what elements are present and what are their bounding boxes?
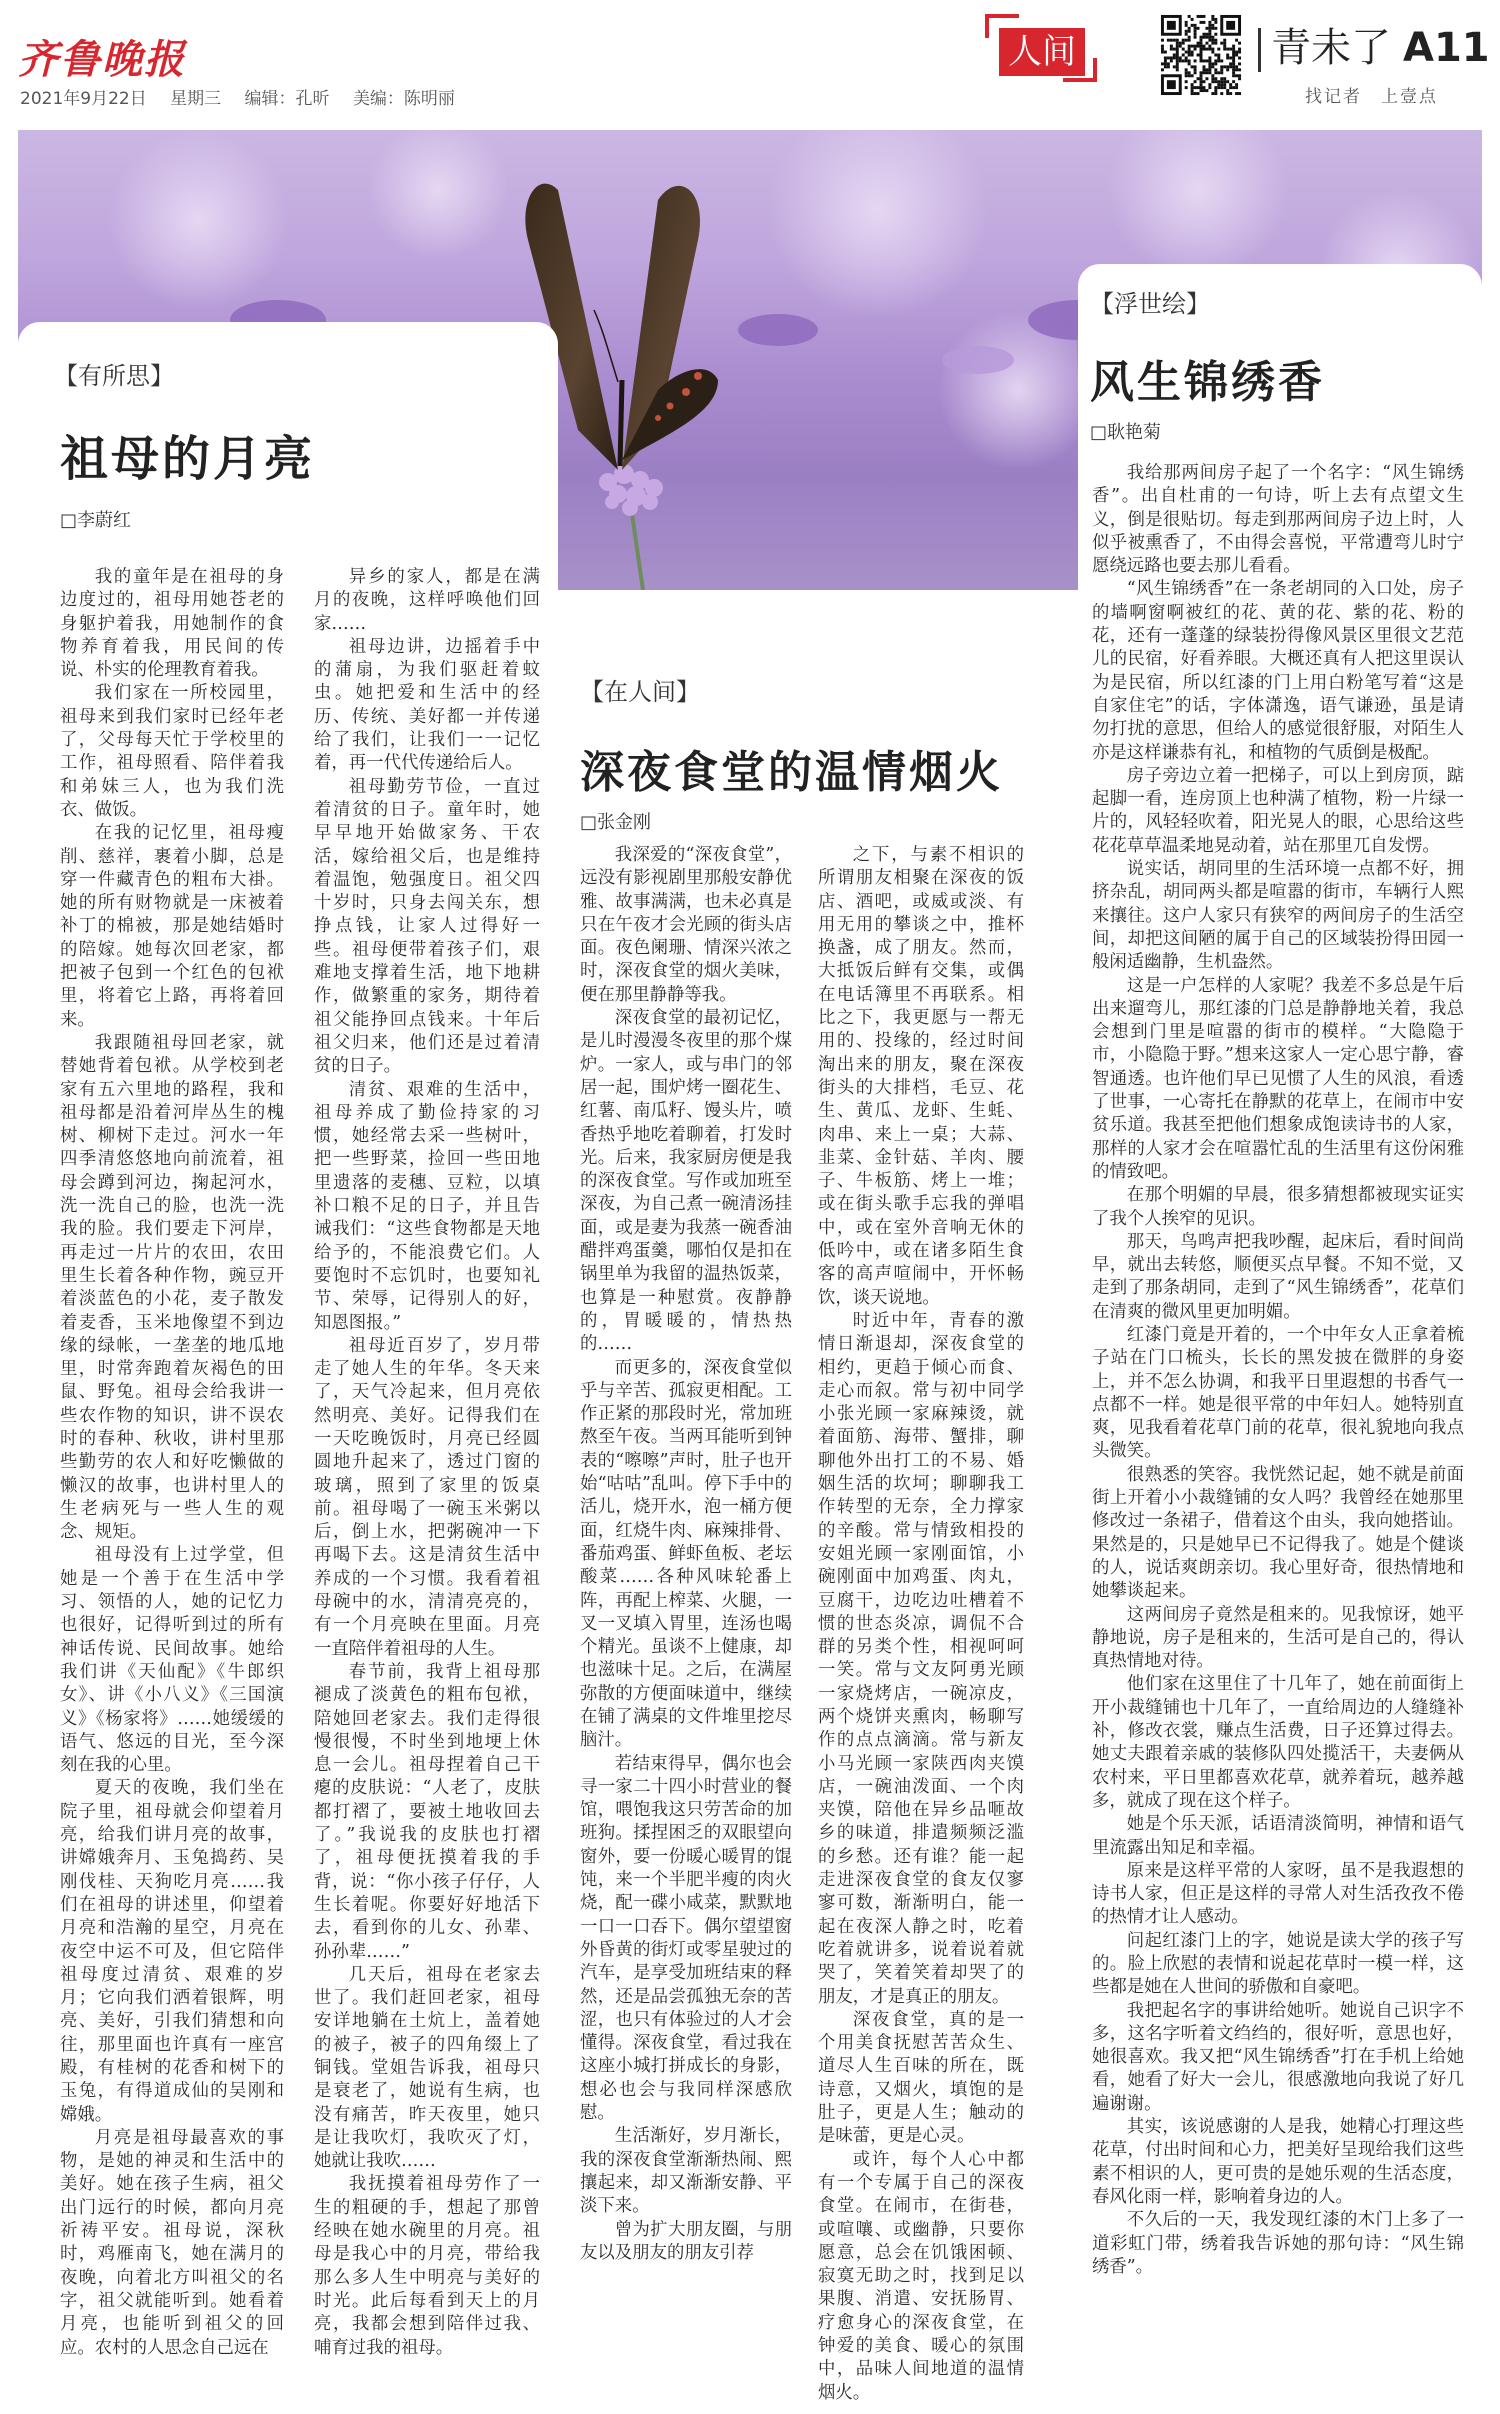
article-column	[818, 844, 1024, 2404]
article-paragraph: 几天后，祖母在老家去世了。我们赶回老家，祖母安详地躺在土炕上，盖着她的被子，被子的四角缀上了铜钱。堂姐告诉我，祖母只是衰老了，她说有生病，也没有痛苦，昨天夜里，她只是让我吹灯，我吹灭了灯，她就让我吹……	[314, 1964, 540, 2172]
article-paragraph: 祖母没有上过学堂，但她是一个善于在生活中学习、领悟的人，她的记忆力也很好，记得听到过的所有神话传说、民间故事。她给我们讲《天仙配》《牛郎织女》、讲《小八义》《三国演义》《杨家将》……她缓缓的语气、悠远的目光，至今深刻在我的心里。	[60, 1545, 284, 1776]
article-column	[60, 566, 284, 2406]
article-paragraph: 问起红漆门上的字，她说是读大学的孩子写的。脸上欣慰的表情和说起花草时一模一样，这些都是她在人世间的骄傲和自豪吧。	[1092, 1930, 1464, 1998]
section-name: 青未了	[1271, 25, 1391, 71]
section-tag: 人间	[999, 28, 1085, 76]
issue-date: 2021年9月22日	[20, 89, 147, 109]
article-paragraph: 红漆门竟是开着的，一个中年女人正拿着梳子站在门口梳头，长长的黑发披在微胖的身姿上，并不怎么协调，和我平日里遐想的书香气一点都不一样。她是很平常的中年妇人。她特别直爽，见我看着花草门前的花草，很礼貌地向我点头微笑。	[1092, 1324, 1464, 1462]
section-tag-box	[985, 14, 1097, 82]
article-paragraph: 深夜食堂的最初记忆，是儿时漫漫冬夜里的那个煤炉。一家人，或与串门的邻居一起，围炉烤一圈花生、红薯、南瓜籽、馒头片，喷香热乎地吃着聊着，打发时光。后来，我家厨房便是我的深夜食堂。写作或加班至深夜，为自己煮一碗清汤挂面，或是妻为我蒸一碗香油醋拌鸡蛋羹，哪怕仅是扣在锅里单为我留的温热饭菜，也算是一种慰赏。夜静静的，胃暖暖的，情热热的……	[580, 1008, 792, 1355]
article-paragraph: 深夜食堂，真的是一个用美食抚慰苦苦众生、道尽人生百味的所在，既诗意，又烟火，填饱的是肚子，更是人生；触动的是味蕾，更是心灵。	[818, 2009, 1024, 2147]
article-paragraph: 我的童年是在祖母的身边度过的，祖母用她苍老的身躯护着我，用她制作的食物养育着我，用民间的传说、朴实的伦理教育着我。	[60, 567, 284, 681]
article-column	[314, 566, 540, 2406]
article-paragraph: 原来是这样平常的人家呀，虽不是我遐想的诗书人家，但正是这样的寻常人对生活孜孜不倦的热情才让人感动。	[1092, 1860, 1464, 1928]
masthead	[0, 0, 1500, 120]
paper-name: 齐鲁晚报	[18, 36, 186, 83]
article-paragraph: 祖母勤劳节俭，一直过着清贫的日子。童年时，她早早地开始做家务、干农活，嫁给祖父后，也是维持着温饱，勉强度日。祖父四十岁时，只身去闯关东，想挣点钱，让家人过得好一些。祖母便带着孩子们，艰难地支撑着生活，地下地耕作，做繁重的家务，期待着祖父能挣回点钱来。十年后祖父归来，他们还是过着清贫的日子。	[314, 776, 540, 1077]
section-title	[1258, 16, 1490, 73]
article-byline: □耿艳菊	[1090, 422, 1162, 443]
article-column	[1092, 462, 1464, 2404]
date-line	[20, 84, 473, 109]
article-title: 深夜食堂的温情烟火	[580, 747, 1003, 798]
article-paragraph: 若结束得早，偶尔也会寻一家二十四小时营业的餐馆，喂饱我这只劳苦命的加班狗。揉捏困乏的双眼望向窗外，要一份暖心暖胃的馄饨，来一个半肥半瘦的肉火烧，配一碟小咸菜，默默地一口一口吞下。偶尔望望窗外昏黄的街灯或零星驶过的汽车，是享受加班结束的释然，还是品尝孤独无奈的苦涩，也只有体验过的人才会懂得。深夜食堂，看过我在这座小城打拼成长的身影，想必也会与我同样深感欣慰。	[580, 1753, 792, 2124]
article-title: 祖母的月亮	[60, 431, 316, 487]
article-paragraph: 之下，与素不相识的所谓朋友相聚在深夜的饭店、酒吧，或威或淡、有用无用的攀谈之中，推杯换盏，成了朋友。然而，大抵饭后鲜有交集，或偶在电话簿里不再联系。相比之下，我更愿与一帮无用的、投缘的，经过时间淘出来的朋友，聚在深夜街头的大排档，毛豆、花生、黄瓜、龙虾、生蚝、肉串、来上一桌；大蒜、韭菜、金针菇、羊肉、腰子、牛板筋、烤上一堆；或在街头歌手忘我的弹唱中，或在室外音响无休的低吟中，或在诸多陌生食客的高声喧闹中，开怀畅饮，谈天说地。	[818, 845, 1024, 1308]
article-byline: □张金刚	[580, 812, 652, 833]
article-kicker: 【有所思】	[54, 362, 174, 390]
article-paragraph: 祖母近百岁了，岁月带走了她人生的年华。冬天来了，天气冷起来，但月亮依然明亮、美好。记得我们在一天吃晚饭时，月亮已经圆圆地升起来了，透过门窗的玻璃，照到了家里的饭桌前。祖母喝了一碗玉米粥以后，倒上水，把粥碗冲一下再喝下去。这是清贫生活中养成的一个习惯。我看着祖母碗中的水，清清亮亮的，有一个月亮映在里面。月亮一直陪伴着祖母的人生。	[314, 1335, 540, 1659]
article-paragraph: 祖母边讲，边摇着手中的蒲扇，为我们驱赶着蚊虫。她把爱和生活中的经历、传统、美好都一并传递给了我们，让我们一一记忆着，再一代代传递给后人。	[314, 636, 540, 774]
title-divider	[1258, 28, 1261, 72]
article-paragraph: 在那个明媚的早晨，很多猜想都被现实证实了我个人挨窄的见识。	[1092, 1185, 1464, 1229]
article-paragraph: 生活渐好，岁月渐长，我的深夜食堂渐渐热闹、熙攘起来，却又渐渐安静、平淡下来。	[580, 2126, 792, 2217]
article-paragraph: 清贫、艰难的生活中，祖母养成了勤俭持家的习惯，她经常去采一些树叶，把一些野菜，捡回一些田地里遗落的麦穗、豆粒，以填补口粮不足的日子，并且告诫我们：“这些食物都是天地给予的，不能浪费它们。人要饱时不忘饥时，也要知礼节、荣辱，记得别人的好，知恩图报。”	[314, 1079, 540, 1333]
issue-weekday: 星期三	[170, 89, 222, 109]
article-column	[580, 844, 792, 2404]
page-number: A11	[1403, 25, 1490, 71]
article-paragraph: 春节前，我背上祖母那褪成了淡黄色的粗布包袱，陪她回老家去。我们走得很慢很慢，不时坐到地埂上休息一会儿。祖母捏着自己干瘪的皮肤说：“人老了，皮肤都打褶了，要被土地收回去了。”我说我的皮肤也打褶了，祖母便抚摸着我的手背，说：“你小孩子仔仔，人生长着呢。你要好好地活下去，看到你的儿女、孙辈、孙孙辈……”	[314, 1661, 540, 1962]
article-paragraph: 我们家在一所校园里，祖母来到我们家时已经年老了，父母每天忙于学校里的工作，祖母照看、陪伴着我和弟妹三人，也为我们洗衣、做饭。	[60, 683, 284, 820]
article-paragraph: 曾为扩大朋友圈，与朋友以及朋友的朋友引荐	[580, 2219, 792, 2263]
article-paragraph: 我深爱的“深夜食堂”，远没有影视剧里那般安静优雅、故事满满，也未必真是只在午夜才会光顾的街头店面。夜色阑珊、情深兴浓之时，深夜食堂的烟火美味，便在那里静静等我。	[580, 845, 792, 1005]
article-paragraph: 其实，该说感谢的人是我，她精心打理这些花草，付出时间和心力，把美好呈现给我们这些素不相识的人，更可贵的是她乐观的生活态度，春风化雨一样，影响着身边的人。	[1092, 2117, 1464, 2207]
article-paragraph: 这两间房子竟然是租来的。见我惊讶，她平静地说，房子是租来的，生活可是自己的，得认真热情地对待。	[1092, 1604, 1464, 1672]
article-kicker: 【浮世绘】	[1090, 290, 1210, 318]
article-paragraph: 我把起名字的事讲给她听。她说自己识字不多，这名字听着文绉绉的，很好听，意思也好，她很喜欢。我又把“风生锦绣香”打在手机上给她看，她看了好大一会儿，很感激地向我说了好几遍谢谢。	[1092, 2000, 1464, 2114]
art-editor-credit: 美编：陈明丽	[352, 89, 455, 109]
article-byline: □李蔚红	[60, 510, 132, 531]
article-paragraph: 她是个乐天派，话语清淡简明，神情和语气里流露出知足和幸福。	[1092, 1814, 1464, 1858]
article-paragraph: 这是一户怎样的人家呢？我差不多总是午后出来遛弯儿，那红漆的门总是静静地关着，我总会想到门里是喧嚣的街市的模样。“大隐隐于市，小隐隐于野。”想来这家人一定心思宁静，睿智通透。也许他们早已见惯了人生的风浪，看透了世事，一心寄托在静默的花草上，在闹市中安贫乐道。我甚至把他们想象成饱读诗书的人家，那样的人家才会在喧嚣忙乱的生活里有这份闲雅的情致吧。	[1092, 975, 1464, 1182]
article-paragraph: 很熟悉的笑容。我恍然记起，她不就是前面街上开着小小裁缝铺的女人吗？我曾经在她那里修改过一条裙子，借着这个由头，我向她搭讪。果然是的，只是她早已不记得我了。她是个健谈的人，说话爽朗亲切。我心里好奇，很热情地和她攀谈起来。	[1092, 1464, 1464, 1602]
article-kicker: 【在人间】	[580, 678, 700, 706]
article-paragraph: 异乡的家人，都是在满月的夜晚，这样呼唤他们回家……	[314, 567, 540, 634]
qr-code-icon[interactable]	[1158, 12, 1244, 98]
article-paragraph: 月亮是祖母最喜欢的事物，是她的神灵和生活中的美好。她在孩子生病，祖父出门远行的时候，都向月亮祈祷平安。祖母说，深秋时，鸡雁南飞，她在满月的夜晚，向着北方叫祖父的名字，祖父就能听到。她看着月亮，也能听到祖父的回应。农村的人思念自己远在	[60, 2127, 284, 2358]
article-paragraph: 我给那两间房子起了一个名字：“风生锦绣香”。出自杜甫的一句诗，听上去有点望文生义，倒是很贴切。每走到那两间房子边上时，人似乎被熏香了，不由得会喜悦，平常遭弯儿时宁愿绕远路也要去那儿看看。	[1092, 463, 1464, 577]
article-paragraph: 夏天的夜晚，我们坐在院子里，祖母就会仰望着月亮，给我们讲月亮的故事，讲嫦娥奔月、玉兔捣药、吴刚伐桂、天狗吃月亮……我们在祖母的讲述里，仰望着月亮和浩瀚的星空，月亮在夜空中运不可及，但它陪伴祖母度过清贫、艰难的岁月；它向我们洒着银辉，明亮、美好，引我们猜想和向往，那里面也许真有一座宫殿，有桂树的花香和树下的玉兔，有得道成仙的吴刚和嫦娥。	[60, 1778, 284, 2125]
article-paragraph: 不久后的一天，我发现红漆的木门上多了一道彩虹门带，绣着我告诉她的那句诗：“风生锦绣香”。	[1092, 2210, 1464, 2277]
article-title: 风生锦绣香	[1090, 357, 1325, 408]
article-paragraph: 那天，鸟鸣声把我吵醒，起床后，看时间尚早，就出去转悠，顺便买点早餐。不知不觉，又走到了那条胡同，走到了“风生锦绣香”，花草们在清爽的微风里更加明媚。	[1092, 1231, 1464, 1322]
article-paragraph: 而更多的，深夜食堂似乎与辛苦、孤寂更相配。工作正紧的那段时光，常加班熬至午夜。当两耳能听到钟表的“嚓嚓”声时，肚子也开始“咕咕”乱叫。停下手中的活儿，烧开水，泡一桶方便面，红烧牛肉、麻辣排骨、番茄鸡蛋、鲜虾鱼板、老坛酸菜……各种风味轮番上阵，再配上榨菜、火腿，一叉一叉填入胃里，连汤也喝个精光。虽谈不上健康，却也滋味十足。之后，在满屋弥散的方便面味道中，继续在铺了满桌的文件堆里挖尽脑汁。	[580, 1357, 792, 1751]
article-paragraph: “风生锦绣香”在一条老胡同的入口处，房子的墙啊窗啊被红的花、黄的花、紫的花、粉的花，还有一蓬蓬的绿装扮得像风景区里很文艺范儿的民宿，好看养眼。大概还真有人把这里误认为是民宿，所以红漆的门上用白粉笔写着“这是自家住宅”的话，字体潇逸，语气谦逊，虽是请勿打扰的意思，但给人的感觉很舒服，对陌生人亦是这样谦恭有礼，和植物的气质倒是极配。	[1092, 579, 1464, 763]
article-paragraph: 时近中年，青春的激情日渐退却，深夜食堂的相约，更趋于倾心而食、走心而叙。常与初中同学小张光顾一家麻辣烫，就着面筋、海带、蟹排，聊聊他外出打工的不易、婚姻生活的坎坷；聊聊我工作转型的无奈，全力撑家的辛酸。常与情致相投的安姐光顾一家刚面馆，小碗刚面中加鸡蛋、肉丸，豆腐干，边吃边吐槽着不惯的世态炎凉，调侃不合群的另类个性，相视呵呵一笑。常与文友阿勇光顾一家烧烤店，一碗凉皮，两个烧饼夹熏肉，畅聊写作的点点滴滴。常与新友小马光顾一家陕西肉夹馍店，一碗油泼面、一个肉夹馍，陪他在异乡品咂故乡的味道，排遣频频泛滥的乡愁。还有谁？能一起走进深夜食堂的食友仅寥寥可数，渐渐明白，能一起在夜深人静之时，吃着吃着就讲多，说着说着就哭了，笑着笑着却哭了的朋友，才是真正的朋友。	[818, 1310, 1024, 2007]
article-paragraph: 他们家在这里住了十几年了，她在前面街上开小裁缝铺也十几年了，一直给周边的人缝缝补补，修改衣裳，赚点生活费，日子还算过得去。她丈夫跟着亲戚的装修队四处揽活干，夫妻俩从农村来，平日里都喜欢花草，就养着玩，越养越多，就成了现在这个样子。	[1092, 1674, 1464, 1811]
article-paragraph: 房子旁边立着一把梯子，可以上到房顶，踮起脚一看，连房顶上也种满了植物，粉一片绿一片的，风轻轻吹着，阳光晃人的眼，心思给这些花花草草温柔地晃动着，站在那里兀自发愣。	[1092, 765, 1464, 856]
article-paragraph: 说实话，胡同里的生活环境一点都不好，拥挤杂乱，胡同两头都是喧嚣的街市，车辆行人熙来攘往。这户人家只有狭窄的两间房子的生活空间，却把这间陋的属于自己的区域装扮得田园一般闲适幽静，生机盎然。	[1092, 859, 1464, 973]
section-subtitle: 找记者 上壹点	[1305, 87, 1438, 107]
article-paragraph: 或许，每个人心中都有一个专属于自己的深夜食堂。在闹市，在街巷，或喧嚷、或幽静，只要你愿意，总会在饥饿困顿、寂寞无助之时，找到足以果腹、消遣、安抚肠胃、疗愈身心的深夜食堂，在钟爱的美食、暖心的氛围中，品味人间地道的温情烟火。	[818, 2149, 1024, 2403]
editor-credit: 编辑：孔昕	[244, 89, 330, 109]
article-paragraph: 我抚摸着祖母劳作了一生的粗硬的手，想起了那曾经映在她水碗里的月亮。祖母是我心中的月亮，带给我那么多人生中明亮与美好的时光。此后每看到天上的月亮，我都会想到陪伴过我、哺育过我的祖母。	[314, 2174, 540, 2358]
article-paragraph: 在我的记忆里，祖母瘦削、慈祥，裹着小脚，总是穿一件藏青色的粗布大褂。她的所有财物就是一床被着补丁的棉被，那是她结婚时的陪嫁。她每次回老家，都把被子包到一个红色的包袱里，将着它上路，再将着回来。	[60, 823, 284, 1030]
article-paragraph: 我跟随祖母回老家，就替她背着包袱。从学校到老家有五六里地的路程，我和祖母都是沿着河岸丛生的槐树、柳树下走过。河水一年四季清悠悠地向前流着，祖母会蹲到河边，掬起河水，洗一洗自己的脸，也洗一洗我的脸。我们要走下河岸，再走过一片片的农田，农田里生长着各种作物，豌豆开着淡蓝色的小花，麦子散发着麦香，玉米地像望不到边缘的绿帐，一垄垄的地瓜地里，时常奔跑着灰褐色的田鼠、野兔。祖母会给我讲一些农作物的知识，讲不误农时的春种、秋收，讲村里那些勤劳的农人和好吃懒做的懒汉的故事，也讲村里人的生老病死与一些人生的观念、规矩。	[60, 1032, 284, 1543]
